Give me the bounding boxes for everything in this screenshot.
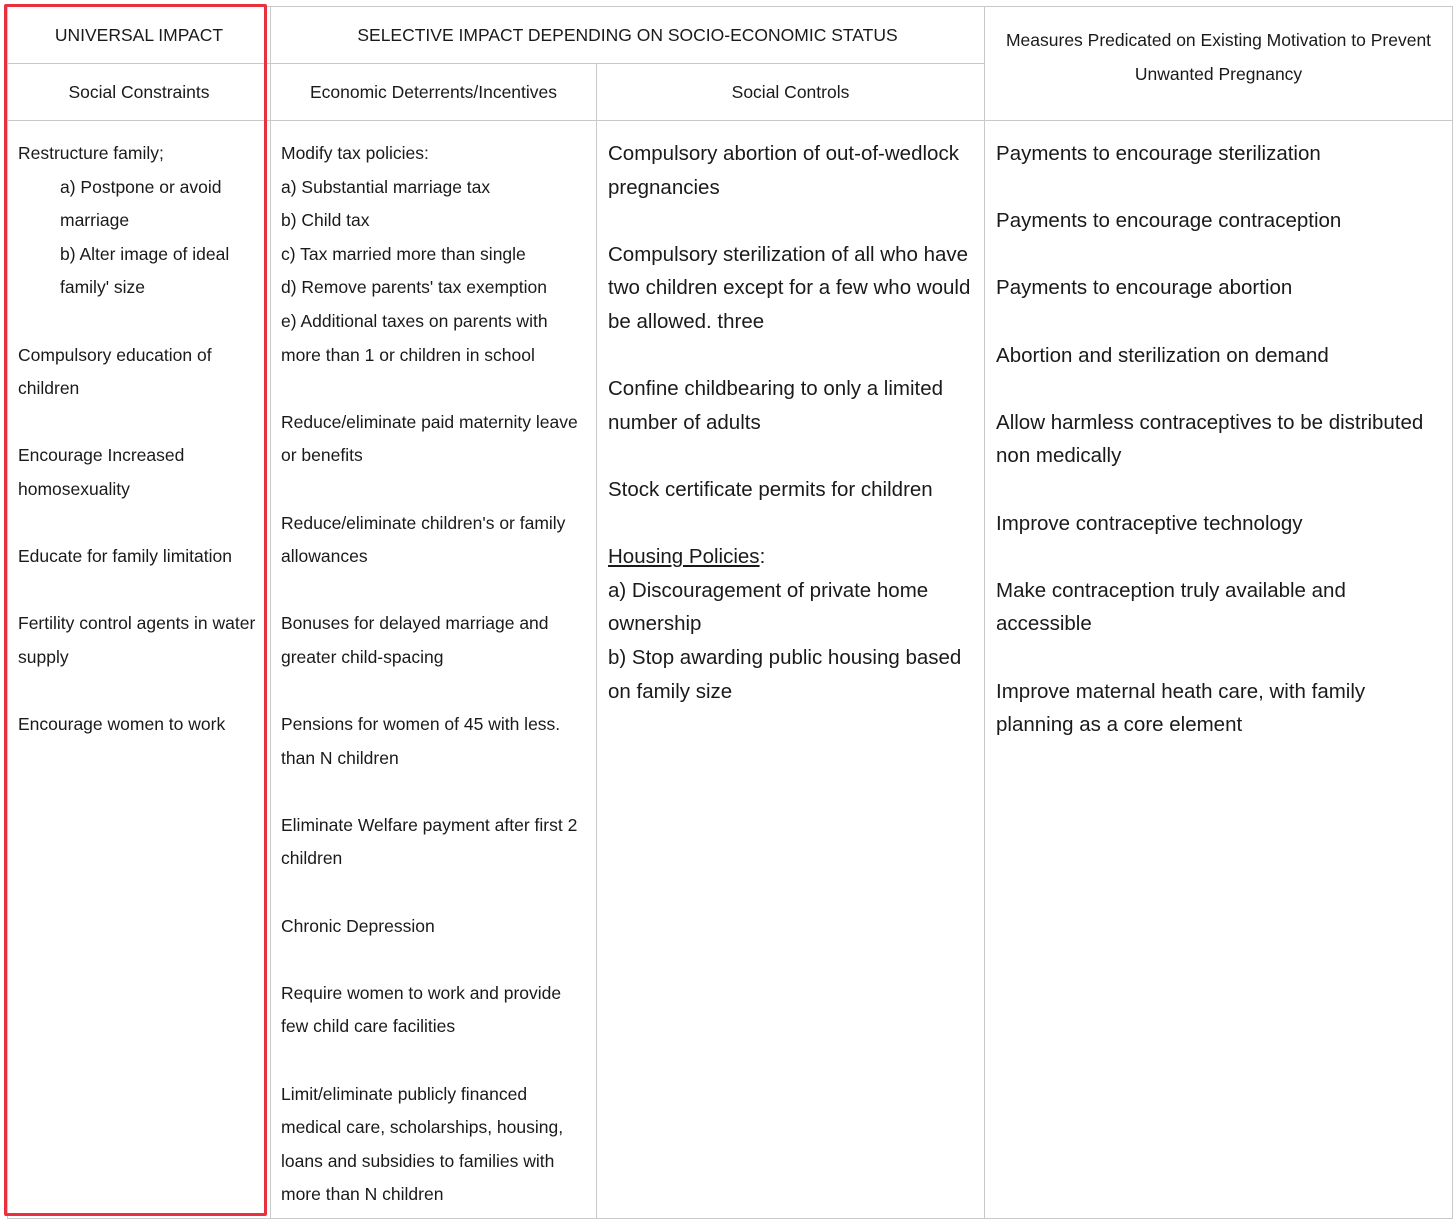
list-item: Bonuses for delayed marriage and greater child-spacing	[281, 613, 549, 667]
content-row	[8, 121, 1453, 1219]
header-social-constraints: Social Constraints	[8, 64, 271, 121]
list-subitem: a) Substantial marriage tax	[281, 176, 491, 197]
population-policy-table	[7, 6, 1453, 1219]
list-item: Chronic Depression	[281, 915, 435, 936]
list-item: Reduce/eliminate children's or family allowances	[281, 512, 566, 567]
list-subitem: b) Child tax	[281, 210, 370, 231]
list-item: Abortion and sterilization on demand	[996, 343, 1329, 367]
header-economic-deterrents: Economic Deterrents/Incentives	[271, 64, 597, 121]
header-universal-impact: UNIVERSAL IMPACT	[8, 7, 271, 64]
list-item: Encourage Increased homosexuality	[18, 445, 185, 499]
social-controls-cell	[597, 121, 985, 1219]
housing-policies-colon: :	[759, 545, 766, 569]
economic-deterrents-cell	[271, 121, 597, 1219]
list-item: Payments to encourage abortion	[996, 276, 1293, 300]
list-subitem: b) Stop awarding public housing based on family size	[608, 645, 962, 703]
list-item: Compulsory sterilization of all who have two children except for a few who would be allowed. three	[608, 242, 971, 333]
list-item: Encourage women to work	[18, 714, 226, 735]
list-item: Compulsory education of children	[18, 344, 212, 399]
list-item: Allow harmless contraceptives to be distributed non medically	[996, 410, 1424, 468]
list-item: Confine childbearing to only a limited number of adults	[608, 377, 944, 434]
list-subitem: b) Alter image of ideal family' size	[60, 243, 230, 298]
list-item: Modify tax policies:	[281, 143, 429, 163]
list-subitem: a) Postpone or avoid marriage	[60, 176, 222, 231]
list-subitem: c) Tax married more than single	[281, 243, 526, 264]
list-subitem: a) Discouragement of private home ownership	[608, 578, 929, 636]
list-item: Restructure family;	[18, 143, 164, 163]
list-item: Limit/eliminate publicly financed medical care, scholarships, housing, loans and subsidies to families with more than N children	[281, 1083, 564, 1205]
list-item: Make contraception truly available and accessible	[996, 578, 1346, 636]
list-item: Educate for family limitation	[18, 546, 232, 567]
header-row-top	[8, 7, 1453, 64]
list-subitem: e) Additional taxes on parents with more than 1 or children in school	[281, 310, 548, 365]
measures-cell	[985, 121, 1453, 1219]
header-measures-predicated: Measures Predicated on Existing Motivation to Prevent Unwanted Pregnancy	[985, 7, 1453, 121]
housing-policies-title: Housing Policies	[608, 545, 760, 569]
social-constraints-cell	[8, 121, 271, 1219]
list-item: Fertility control agents in water supply	[18, 613, 256, 667]
list-item: Payments to encourage contraception	[996, 209, 1342, 233]
header-social-controls: Social Controls	[597, 64, 985, 121]
list-item: Improve contraceptive technology	[996, 511, 1303, 535]
list-item: Require women to work and provide few child care facilities	[281, 982, 562, 1037]
list-subitem: d) Remove parents' tax exemption	[281, 277, 547, 298]
list-item: Stock certificate permits for children	[608, 477, 933, 501]
list-item: Eliminate Welfare payment after first 2 children	[281, 814, 578, 869]
list-item: Payments to encourage sterilization	[996, 142, 1321, 165]
list-item: Compulsory abortion of out-of-wedlock pregnancies	[608, 142, 959, 199]
list-item: Reduce/eliminate paid maternity leave or benefits	[281, 411, 578, 466]
list-item: Pensions for women of 45 with less. than N children	[281, 714, 561, 768]
housing-policies-heading	[608, 540, 976, 574]
policy-table-container	[7, 6, 1452, 1219]
header-selective-impact: SELECTIVE IMPACT DEPENDING ON SOCIO-ECONOMIC STATUS	[271, 7, 985, 64]
list-item: Improve maternal heath care, with family planning as a core element	[996, 679, 1366, 737]
